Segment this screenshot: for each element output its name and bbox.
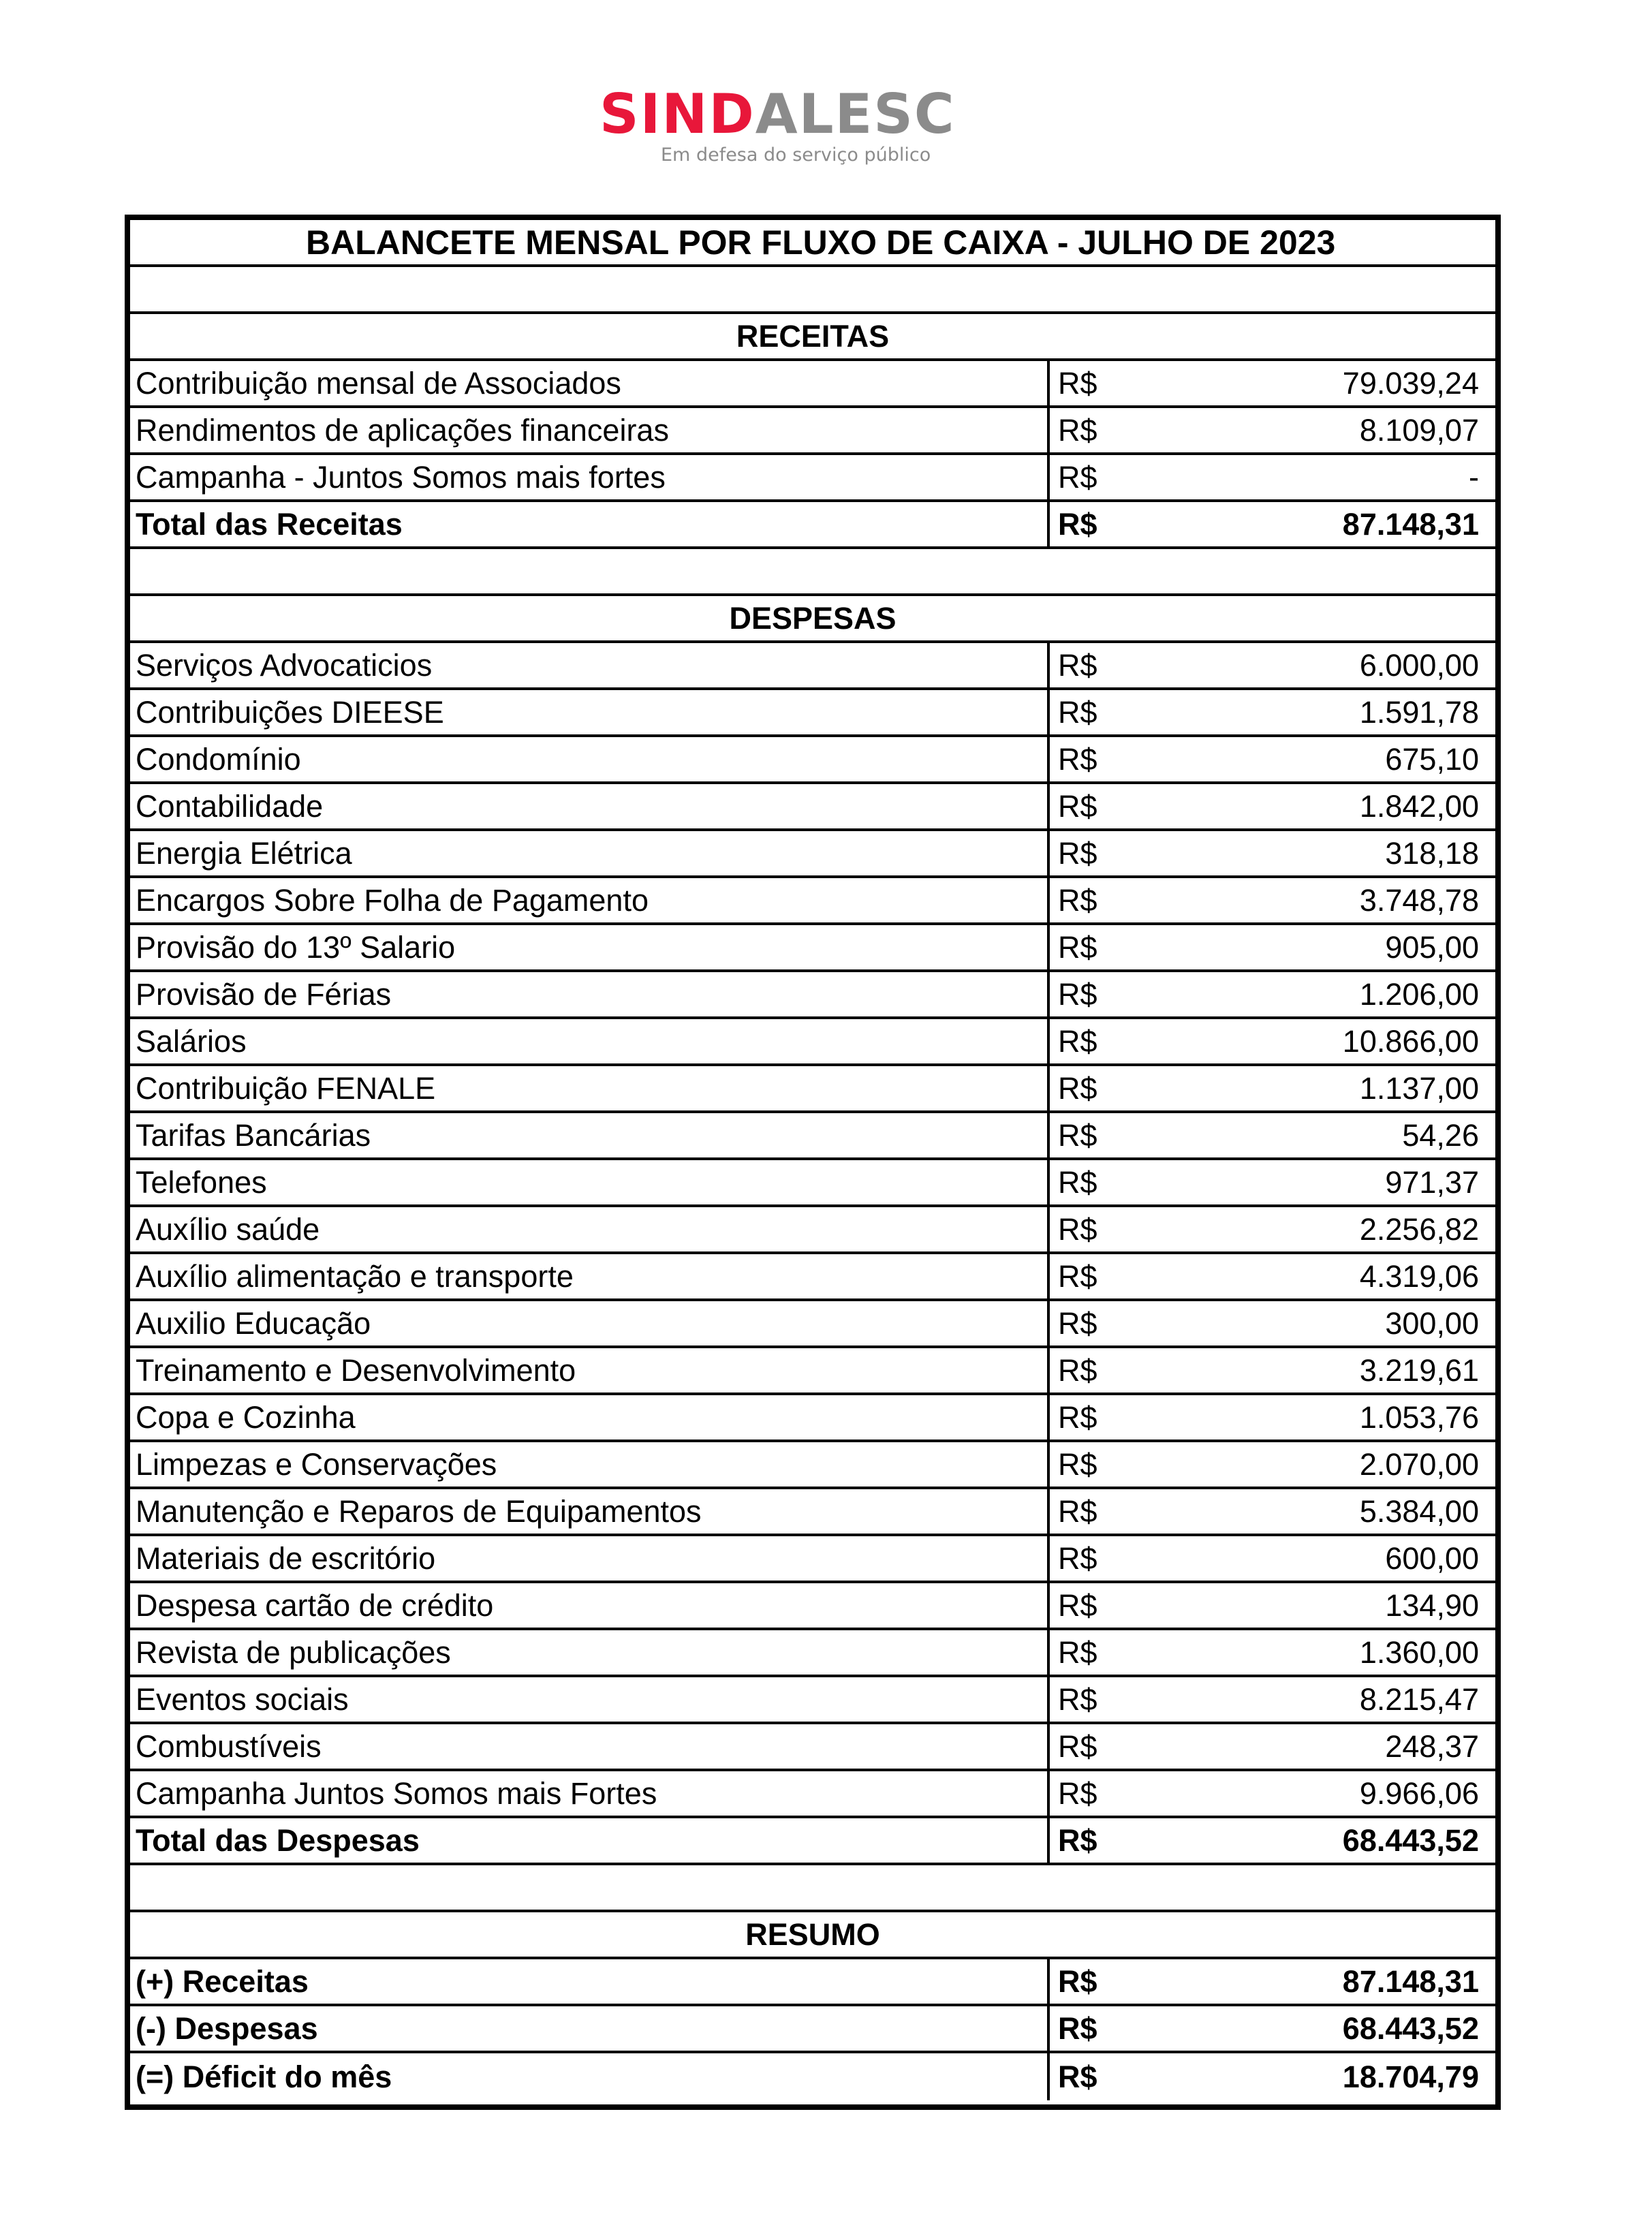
despesas-row <box>130 1348 1495 1395</box>
row-amount: 2.256,82 <box>1359 1211 1479 1247</box>
despesas-heading: DESPESAS <box>729 600 897 636</box>
resumo-row <box>130 2053 1495 2100</box>
title-row <box>130 220 1495 267</box>
row-amount: 10.866,00 <box>1342 1023 1479 1059</box>
row-currency: R$ <box>1047 831 1149 875</box>
logo-brand-gray: ALESC <box>755 82 956 146</box>
receitas-heading: RECEITAS <box>736 318 890 354</box>
despesas-row <box>130 1677 1495 1724</box>
row-label: Provisão de Férias <box>136 976 392 1012</box>
row-currency: R$ <box>1047 1395 1149 1440</box>
sindalesc-logo <box>599 82 981 169</box>
row-label: Eventos sociais <box>136 1681 349 1717</box>
row-currency: R$ <box>1047 1583 1149 1628</box>
row-amount: 4.319,06 <box>1359 1258 1479 1294</box>
row-amount: 248,37 <box>1385 1728 1479 1764</box>
logo-brand-d: D <box>708 82 755 146</box>
row-amount: 1.053,76 <box>1359 1399 1479 1435</box>
spacer-row <box>130 1865 1495 1912</box>
despesas-row <box>130 690 1495 737</box>
row-currency: R$ <box>1047 2006 1149 2051</box>
row-label: Campanha Juntos Somos mais Fortes <box>136 1775 657 1811</box>
row-amount: 9.966,06 <box>1359 1775 1479 1811</box>
despesas-heading-row <box>130 596 1495 643</box>
row-label: Contabilidade <box>136 788 324 824</box>
row-amount: 68.443,52 <box>1342 2010 1479 2046</box>
row-currency: R$ <box>1047 643 1149 687</box>
row-amount: 905,00 <box>1385 929 1479 965</box>
row-amount: 2.070,00 <box>1359 1446 1479 1482</box>
receitas-row <box>130 455 1495 502</box>
row-label: Auxílio saúde <box>136 1211 320 1247</box>
row-currency: R$ <box>1047 1113 1149 1157</box>
resumo-heading-row <box>130 1912 1495 1959</box>
row-amount: 8.215,47 <box>1359 1681 1479 1717</box>
receitas-row <box>130 408 1495 455</box>
logo-brand-red: SIN <box>599 82 709 146</box>
row-amount: 18.704,79 <box>1342 2059 1479 2094</box>
spacer-row <box>130 267 1495 314</box>
row-amount: 1.206,00 <box>1359 976 1479 1012</box>
despesas-row <box>130 737 1495 784</box>
row-currency: R$ <box>1047 1677 1149 1722</box>
row-label: Limpezas e Conservações <box>136 1446 497 1482</box>
row-currency: R$ <box>1047 1536 1149 1581</box>
row-amount: 300,00 <box>1385 1305 1479 1341</box>
row-currency: R$ <box>1047 502 1149 546</box>
despesas-row <box>130 1301 1495 1348</box>
despesas-row <box>130 1254 1495 1301</box>
row-currency: R$ <box>1047 1019 1149 1063</box>
row-currency: R$ <box>1047 1630 1149 1675</box>
row-currency: R$ <box>1047 1959 1149 2004</box>
row-amount: 87.148,31 <box>1342 1963 1479 1999</box>
row-currency: R$ <box>1047 1301 1149 1345</box>
despesas-row <box>130 1489 1495 1536</box>
row-currency: R$ <box>1047 1442 1149 1487</box>
row-label: Serviços Advocaticios <box>136 647 433 683</box>
despesas-row <box>130 1019 1495 1066</box>
row-label: Total das Despesas <box>136 1822 420 1858</box>
despesas-row <box>130 1536 1495 1583</box>
row-label: Tarifas Bancárias <box>136 1117 371 1153</box>
spacer-row <box>130 549 1495 596</box>
row-label: Contribuição mensal de Associados <box>136 365 621 401</box>
row-label: Rendimentos de aplicações financeiras <box>136 412 669 448</box>
logo-tagline: Em defesa do serviço público <box>661 144 931 166</box>
row-currency: R$ <box>1047 972 1149 1016</box>
row-label: (-) Despesas <box>136 2010 318 2046</box>
row-amount: 6.000,00 <box>1359 647 1479 683</box>
row-currency: R$ <box>1047 1771 1149 1816</box>
despesas-row <box>130 1724 1495 1771</box>
receitas-row <box>130 361 1495 408</box>
row-currency: R$ <box>1047 1254 1149 1298</box>
receitas-total-row <box>130 502 1495 549</box>
row-currency: R$ <box>1047 784 1149 828</box>
row-label: Telefones <box>136 1164 267 1200</box>
despesas-row <box>130 1066 1495 1113</box>
logo-wordmark <box>599 82 956 146</box>
row-amount: 87.148,31 <box>1342 506 1479 542</box>
receitas-heading-row <box>130 314 1495 361</box>
row-label: Auxilio Educação <box>136 1305 371 1341</box>
despesas-row <box>130 643 1495 690</box>
row-amount: 675,10 <box>1385 741 1479 777</box>
row-amount: 318,18 <box>1385 835 1479 871</box>
despesas-row <box>130 878 1495 925</box>
row-amount: 134,90 <box>1385 1587 1479 1623</box>
row-label: Contribuições DIEESE <box>136 694 444 730</box>
despesas-total-row <box>130 1818 1495 1865</box>
resumo-row <box>130 1959 1495 2006</box>
row-label: Revista de publicações <box>136 1634 451 1670</box>
page-title: BALANCETE MENSAL POR FLUXO DE CAIXA - JULHO DE 2023 <box>306 223 1336 262</box>
row-label: Total das Receitas <box>136 506 403 542</box>
row-amount: 3.219,61 <box>1359 1352 1479 1388</box>
row-amount: 79.039,24 <box>1342 365 1479 401</box>
row-amount: 1.591,78 <box>1359 694 1479 730</box>
row-amount: 54,26 <box>1402 1117 1479 1153</box>
row-amount: 68.443,52 <box>1342 1822 1479 1858</box>
row-currency: R$ <box>1047 925 1149 969</box>
row-currency: R$ <box>1047 878 1149 922</box>
row-amount: 1.842,00 <box>1359 788 1479 824</box>
row-currency: R$ <box>1047 1348 1149 1393</box>
row-label: Auxílio alimentação e transporte <box>136 1258 574 1294</box>
row-currency: R$ <box>1047 1724 1149 1769</box>
despesas-row <box>130 1395 1495 1442</box>
row-currency: R$ <box>1047 1818 1149 1863</box>
despesas-row <box>130 784 1495 831</box>
row-currency: R$ <box>1047 1207 1149 1251</box>
row-label: Manutenção e Reparos de Equipamentos <box>136 1493 702 1529</box>
despesas-row <box>130 1442 1495 1489</box>
row-label: (=) Déficit do mês <box>136 2059 392 2094</box>
row-label: Combustíveis <box>136 1728 322 1764</box>
row-label: Encargos Sobre Folha de Pagamento <box>136 882 649 918</box>
row-currency: R$ <box>1047 737 1149 781</box>
row-label: Despesa cartão de crédito <box>136 1587 494 1623</box>
despesas-row <box>130 925 1495 972</box>
row-amount: - <box>1469 459 1479 495</box>
cash-flow-table <box>125 215 1501 2110</box>
row-amount: 971,37 <box>1385 1164 1479 1200</box>
row-currency: R$ <box>1047 690 1149 734</box>
despesas-row <box>130 1160 1495 1207</box>
row-label: Provisão do 13º Salario <box>136 929 456 965</box>
despesas-row <box>130 1207 1495 1254</box>
row-currency: R$ <box>1047 1489 1149 1534</box>
row-label: Copa e Cozinha <box>136 1399 356 1435</box>
row-label: (+) Receitas <box>136 1963 309 1999</box>
row-label: Campanha - Juntos Somos mais fortes <box>136 459 666 495</box>
despesas-row <box>130 1630 1495 1677</box>
despesas-row <box>130 831 1495 878</box>
row-amount: 1.360,00 <box>1359 1634 1479 1670</box>
row-currency: R$ <box>1047 1160 1149 1204</box>
despesas-row <box>130 1771 1495 1818</box>
row-currency: R$ <box>1047 2053 1149 2100</box>
despesas-row <box>130 1113 1495 1160</box>
row-label: Materiais de escritório <box>136 1540 436 1576</box>
row-currency: R$ <box>1047 408 1149 452</box>
row-amount: 1.137,00 <box>1359 1070 1479 1106</box>
row-label: Energia Elétrica <box>136 835 352 871</box>
row-amount: 5.384,00 <box>1359 1493 1479 1529</box>
despesas-row <box>130 1583 1495 1630</box>
row-currency: R$ <box>1047 361 1149 405</box>
row-label: Contribuição FENALE <box>136 1070 436 1106</box>
row-amount: 8.109,07 <box>1359 412 1479 448</box>
row-label: Treinamento e Desenvolvimento <box>136 1352 576 1388</box>
row-currency: R$ <box>1047 455 1149 499</box>
despesas-row <box>130 972 1495 1019</box>
row-label: Condomínio <box>136 741 301 777</box>
resumo-row <box>130 2006 1495 2053</box>
resumo-heading: RESUMO <box>745 1916 880 1952</box>
row-currency: R$ <box>1047 1066 1149 1110</box>
row-label: Salários <box>136 1023 247 1059</box>
row-amount: 600,00 <box>1385 1540 1479 1576</box>
row-amount: 3.748,78 <box>1359 882 1479 918</box>
